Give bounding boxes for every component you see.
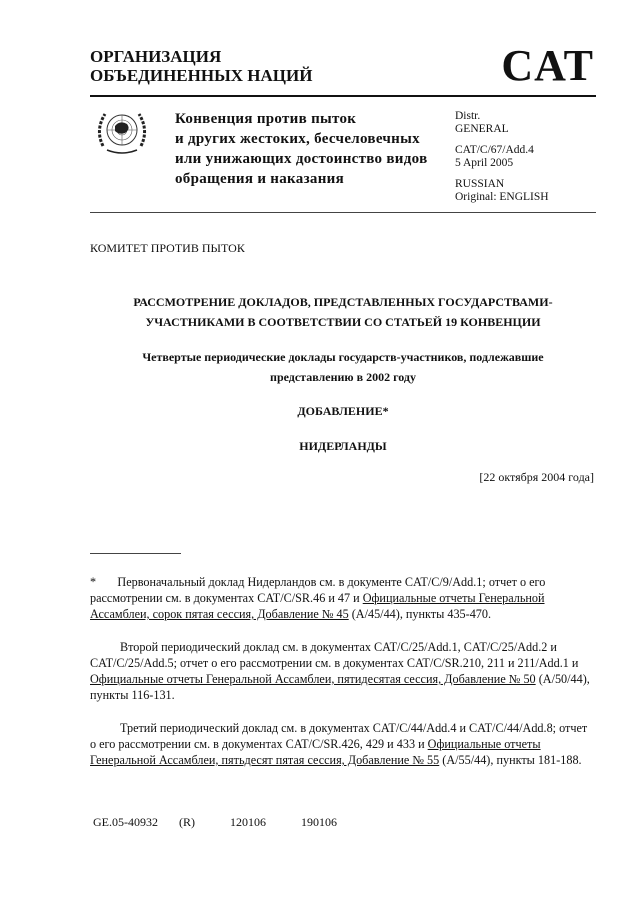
header-bottom-rule [90,212,596,213]
document-date: 5 April 2005 [455,157,514,169]
report-date: [22 октября 2004 года] [479,470,594,484]
footnote-citation: Официальные отчеты Генеральной Ассамблеи, сорок пятая сессия, Добавление № 45 [90,591,545,621]
subtitle-line: Четвертые периодические доклады государств-участников, подлежавшие [142,350,544,364]
subtitle-line: представлению в 2002 году [270,370,416,384]
footnote [90,720,596,768]
distr-label: Distr. [455,110,481,122]
addendum-heading: ДОБАВЛЕНИЕ* [297,404,389,418]
footnote [90,574,596,622]
convention-title [175,109,427,189]
committee-name: КОМИТЕТ ПРОТИВ ПЫТОК [90,241,245,255]
footnote-text: * Первоначальный доклад Нидерландов см. в документе CAT/C/9/Add.1; отчет о его рассмотрении см. в документах CAT/C/SR.46 и 47 и [90,575,546,605]
original-language: Original: ENGLISH [455,191,549,203]
org-line-2: ОБЪЕДИНЕННЫХ НАЦИЙ [90,66,313,85]
footnote-text: Второй периодический доклад см. в документах CAT/C/25/Add.1, CAT/C/25/Add.2 и CAT/C/25/Add.5; отчет о его рассмотрении см. в документах CAT/C/SR.210, 211 и 211/Add.1 и [90,640,579,670]
convention-line: обращения и наказания [175,171,344,187]
footnotes [90,574,596,785]
convention-line: или унижающих достоинство видов [175,151,428,167]
document-metadata [455,110,549,212]
footnote-text: Третий периодический доклад см. в документах CAT/C/44/Add.4 и CAT/C/44/Add.8; отчет о его рассмотрении см. в документах CAT/C/SR.426, 429 и 433 и [90,721,588,751]
distr-value: GENERAL [455,123,509,135]
country-heading: НИДЕРЛАНДЫ [299,439,387,453]
footnote-text: (A/45/44), пункты 435-470. [348,607,492,621]
org-line-1: ОРГАНИЗАЦИЯ [90,47,222,66]
un-emblem-icon [93,108,151,156]
footnote-citation: Официальные отчеты Генеральной Ассамблеи, пятидесятая сессия, Добавление № 50 [90,672,536,686]
language: RUSSIAN [455,178,505,190]
header-rule [90,95,596,97]
job-number-footer: GE.05-40932 (R) 120106 190106 [93,815,337,829]
organization-name [90,47,312,85]
convention-line: и других жестоких, бесчеловечных [175,131,420,147]
footnote-citation: Официальные отчеты Генеральной Ассамблеи, пятьдесят пятая сессия, Добавление № 55 [90,737,541,767]
footnote-text: (A/50/44), пункты 116-131. [90,672,590,702]
document-series-symbol: CAT [501,41,594,90]
document-subtitle [90,347,596,387]
footnote [90,639,596,703]
title-line: РАССМОТРЕНИЕ ДОКЛАДОВ, ПРЕДСТАВЛЕННЫХ ГОСУДАРСТВАМИ- [133,295,553,309]
title-line: УЧАСТНИКАМИ В СООТВЕТСТВИИ СО СТАТЬЕЙ 19 КОНВЕНЦИИ [145,315,541,329]
footnote-text: (A/55/44), пункты 181-188. [439,753,582,767]
footnote-separator [90,553,181,554]
document-title [90,292,596,332]
document-symbol: CAT/C/67/Add.4 [455,144,534,156]
convention-line: Конвенция против пыток [175,111,357,127]
